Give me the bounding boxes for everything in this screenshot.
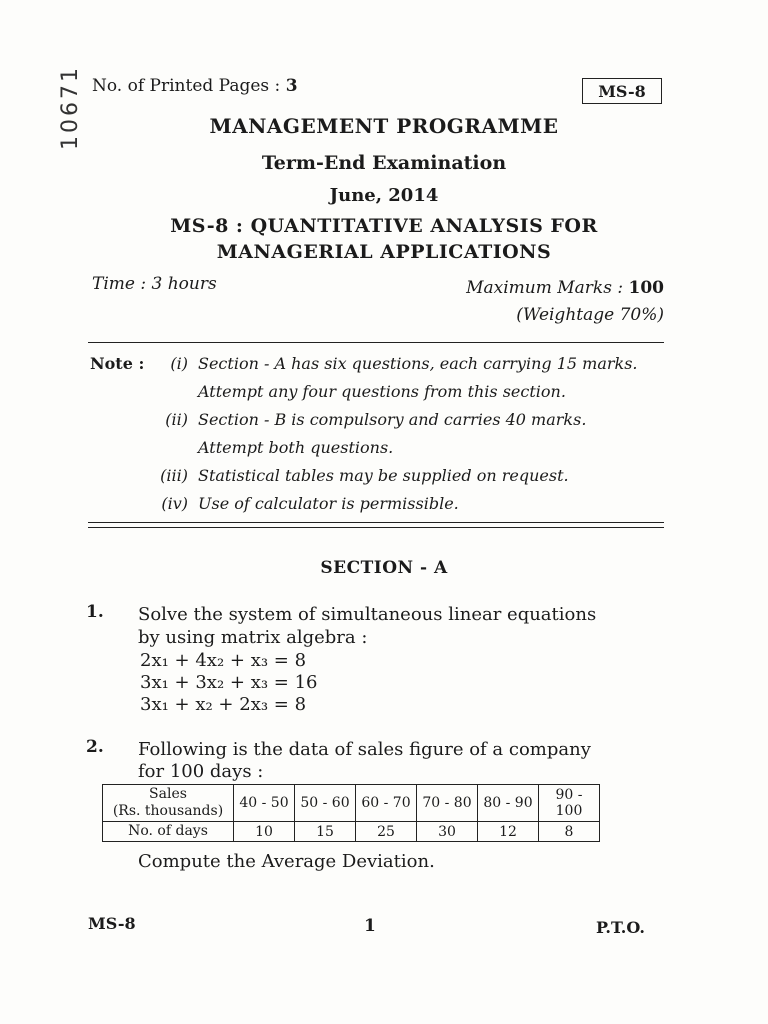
equation-2: 3x₁ + 3x₂ + x₃ = 16 bbox=[140, 672, 318, 693]
days-cell: 30 bbox=[417, 822, 478, 842]
note-row bbox=[90, 406, 680, 434]
sales-header-b: (Rs. thousands) bbox=[112, 803, 224, 819]
max-marks-label: Maximum Marks : bbox=[466, 278, 624, 298]
note-row bbox=[90, 378, 680, 406]
days-cell: 10 bbox=[234, 822, 295, 842]
serial-number: 10671 bbox=[58, 65, 83, 150]
sales-header-a: Sales bbox=[149, 786, 187, 802]
question-2-number: 2. bbox=[86, 737, 104, 757]
note-text: Attempt both questions. bbox=[198, 438, 394, 457]
course-title-line2: MANAGERIAL APPLICATIONS bbox=[216, 241, 552, 263]
divider-double-2 bbox=[88, 527, 664, 528]
note-num: (iii) bbox=[160, 466, 188, 485]
note-row bbox=[90, 490, 680, 518]
paper-code-box: MS-8 bbox=[582, 78, 662, 104]
footer-page-number: 1 bbox=[364, 916, 376, 936]
divider-double-1 bbox=[88, 522, 664, 523]
question-1-line2: by using matrix algebra : bbox=[138, 627, 368, 648]
note-num: (i) bbox=[170, 354, 188, 373]
divider-top bbox=[88, 342, 664, 343]
note-num: (iv) bbox=[161, 494, 188, 513]
class-cell: 40 - 50 bbox=[234, 785, 295, 822]
footer-pto: P.T.O. bbox=[596, 918, 645, 937]
note-row bbox=[90, 350, 680, 378]
course-title-line1: MS-8 : QUANTITATIVE ANALYSIS FOR bbox=[170, 215, 598, 237]
exam-date: June, 2014 bbox=[329, 185, 439, 206]
printed-pages-value: 3 bbox=[285, 76, 298, 96]
equation-1: 2x₁ + 4x₂ + x₃ = 8 bbox=[140, 650, 307, 671]
note-row bbox=[90, 434, 680, 462]
question-2-line2: for 100 days : bbox=[138, 761, 264, 782]
equation-3: 3x₁ + x₂ + 2x₃ = 8 bbox=[140, 694, 307, 715]
note-block bbox=[90, 350, 680, 518]
note-text: Use of calculator is permissible. bbox=[198, 494, 459, 513]
days-cell: 25 bbox=[356, 822, 417, 842]
note-text: Attempt any four questions from this section. bbox=[198, 382, 566, 401]
days-cell: 15 bbox=[295, 822, 356, 842]
class-cell: 50 - 60 bbox=[295, 785, 356, 822]
note-text: Statistical tables may be supplied on request. bbox=[198, 466, 569, 485]
question-1-line1: Solve the system of simultaneous linear equations bbox=[138, 604, 597, 625]
printed-pages bbox=[92, 76, 298, 96]
sales-table bbox=[102, 784, 600, 842]
note-num: (ii) bbox=[165, 410, 188, 429]
days-header-cell: No. of days bbox=[103, 822, 234, 842]
days-cell: 8 bbox=[539, 822, 600, 842]
note-text: Section - B is compulsory and carries 40 marks. bbox=[198, 410, 587, 429]
max-marks-value: 100 bbox=[628, 278, 664, 298]
note-row bbox=[90, 462, 680, 490]
question-2-line3: Compute the Average Deviation. bbox=[138, 851, 435, 872]
note-text: Section - A has six questions, each carrying 15 marks. bbox=[198, 354, 638, 373]
sales-header-cell bbox=[103, 785, 234, 822]
weightage: (Weightage 70%) bbox=[516, 305, 664, 325]
section-a-heading: SECTION - A bbox=[320, 558, 448, 578]
class-cell: 70 - 80 bbox=[417, 785, 478, 822]
note-label: Note : bbox=[90, 354, 145, 373]
table-row bbox=[103, 785, 600, 822]
max-marks bbox=[430, 278, 664, 298]
printed-pages-label: No. of Printed Pages : bbox=[92, 76, 281, 96]
class-cell: 90 - 100 bbox=[539, 785, 600, 822]
question-2-line1: Following is the data of sales figure of a company bbox=[138, 739, 591, 760]
footer-paper-code: MS-8 bbox=[88, 914, 136, 933]
question-1-number: 1. bbox=[86, 602, 104, 622]
table-row bbox=[103, 822, 600, 842]
programme-title: MANAGEMENT PROGRAMME bbox=[209, 114, 559, 138]
exam-title: Term-End Examination bbox=[261, 152, 507, 174]
time-allowed: Time : 3 hours bbox=[92, 274, 217, 294]
days-cell: 12 bbox=[478, 822, 539, 842]
class-cell: 60 - 70 bbox=[356, 785, 417, 822]
class-cell: 80 - 90 bbox=[478, 785, 539, 822]
